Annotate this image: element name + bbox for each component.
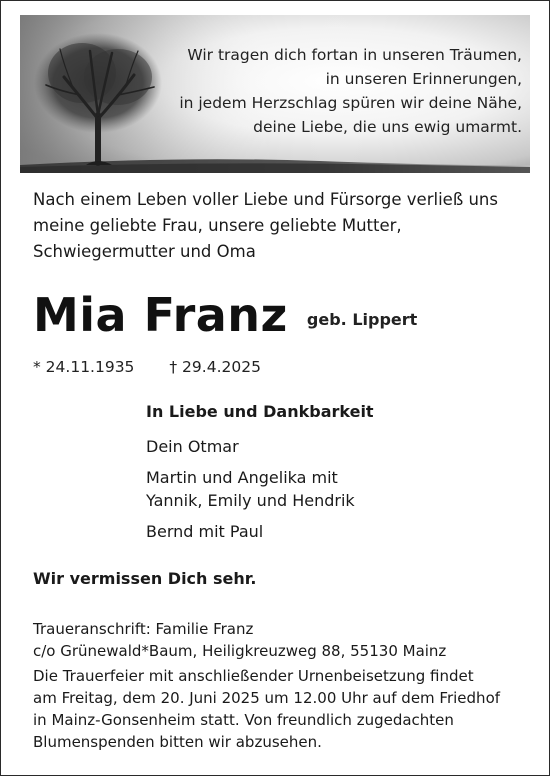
poem bbox=[142, 43, 522, 139]
intro-line: Schwiegermutter und Oma bbox=[33, 242, 256, 261]
ceremony-line: am Freitag, dem 20. Juni 2025 um 12.00 Uhr auf dem Friedhof bbox=[33, 689, 501, 707]
birth-date: * 24.11.1935 bbox=[33, 358, 135, 376]
mourner-line: Yannik, Emily und Hendrik bbox=[146, 491, 355, 510]
mourner-line: Dein Otmar bbox=[146, 437, 239, 456]
deceased-name: Mia Franz bbox=[33, 288, 288, 342]
deceased-name-row bbox=[33, 288, 417, 348]
address-line: c/o Grünewald*Baum, Heiligkreuzweg 88, 55130 Mainz bbox=[33, 642, 447, 660]
mourner-group bbox=[146, 466, 526, 512]
intro-line: meine geliebte Frau, unsere geliebte Mutter, bbox=[33, 216, 402, 235]
ceremony-line: in Mainz-Gonsenheim statt. Von freundlich zugedachten bbox=[33, 711, 454, 729]
death-date: † 29.4.2025 bbox=[169, 358, 261, 376]
ceremony-info bbox=[33, 665, 500, 753]
ceremony-line: Blumenspenden bitten wir abzusehen. bbox=[33, 733, 322, 751]
poem-line: Wir tragen dich fortan in unseren Träumen, bbox=[187, 46, 522, 64]
mourning-address bbox=[33, 618, 446, 662]
poem-line: deine Liebe, die uns ewig umarmt. bbox=[253, 118, 522, 136]
mourners-lead: In Liebe und Dankbarkeit bbox=[146, 402, 374, 421]
mourner-line: Martin und Angelika mit bbox=[146, 468, 338, 487]
ceremony-line: Die Trauerfeier mit anschließender Urnenbeisetzung findet bbox=[33, 667, 474, 685]
life-dates bbox=[33, 358, 261, 376]
header-image bbox=[20, 15, 530, 173]
mourners bbox=[146, 402, 526, 551]
mourner-group bbox=[146, 520, 526, 543]
mourner-line: Bernd mit Paul bbox=[146, 522, 264, 541]
intro-text bbox=[33, 187, 533, 265]
maiden-name: geb. Lippert bbox=[306, 310, 418, 329]
mourner-group bbox=[146, 435, 526, 458]
poem-line: in unseren Erinnerungen, bbox=[325, 70, 522, 88]
poem-line: in jedem Herzschlag spüren wir deine Nähe, bbox=[179, 94, 522, 112]
closing-line: Wir vermissen Dich sehr. bbox=[33, 569, 257, 588]
address-line: Traueranschrift: Familie Franz bbox=[33, 620, 254, 638]
intro-line: Nach einem Leben voller Liebe und Fürsorge verließ uns bbox=[33, 190, 498, 209]
